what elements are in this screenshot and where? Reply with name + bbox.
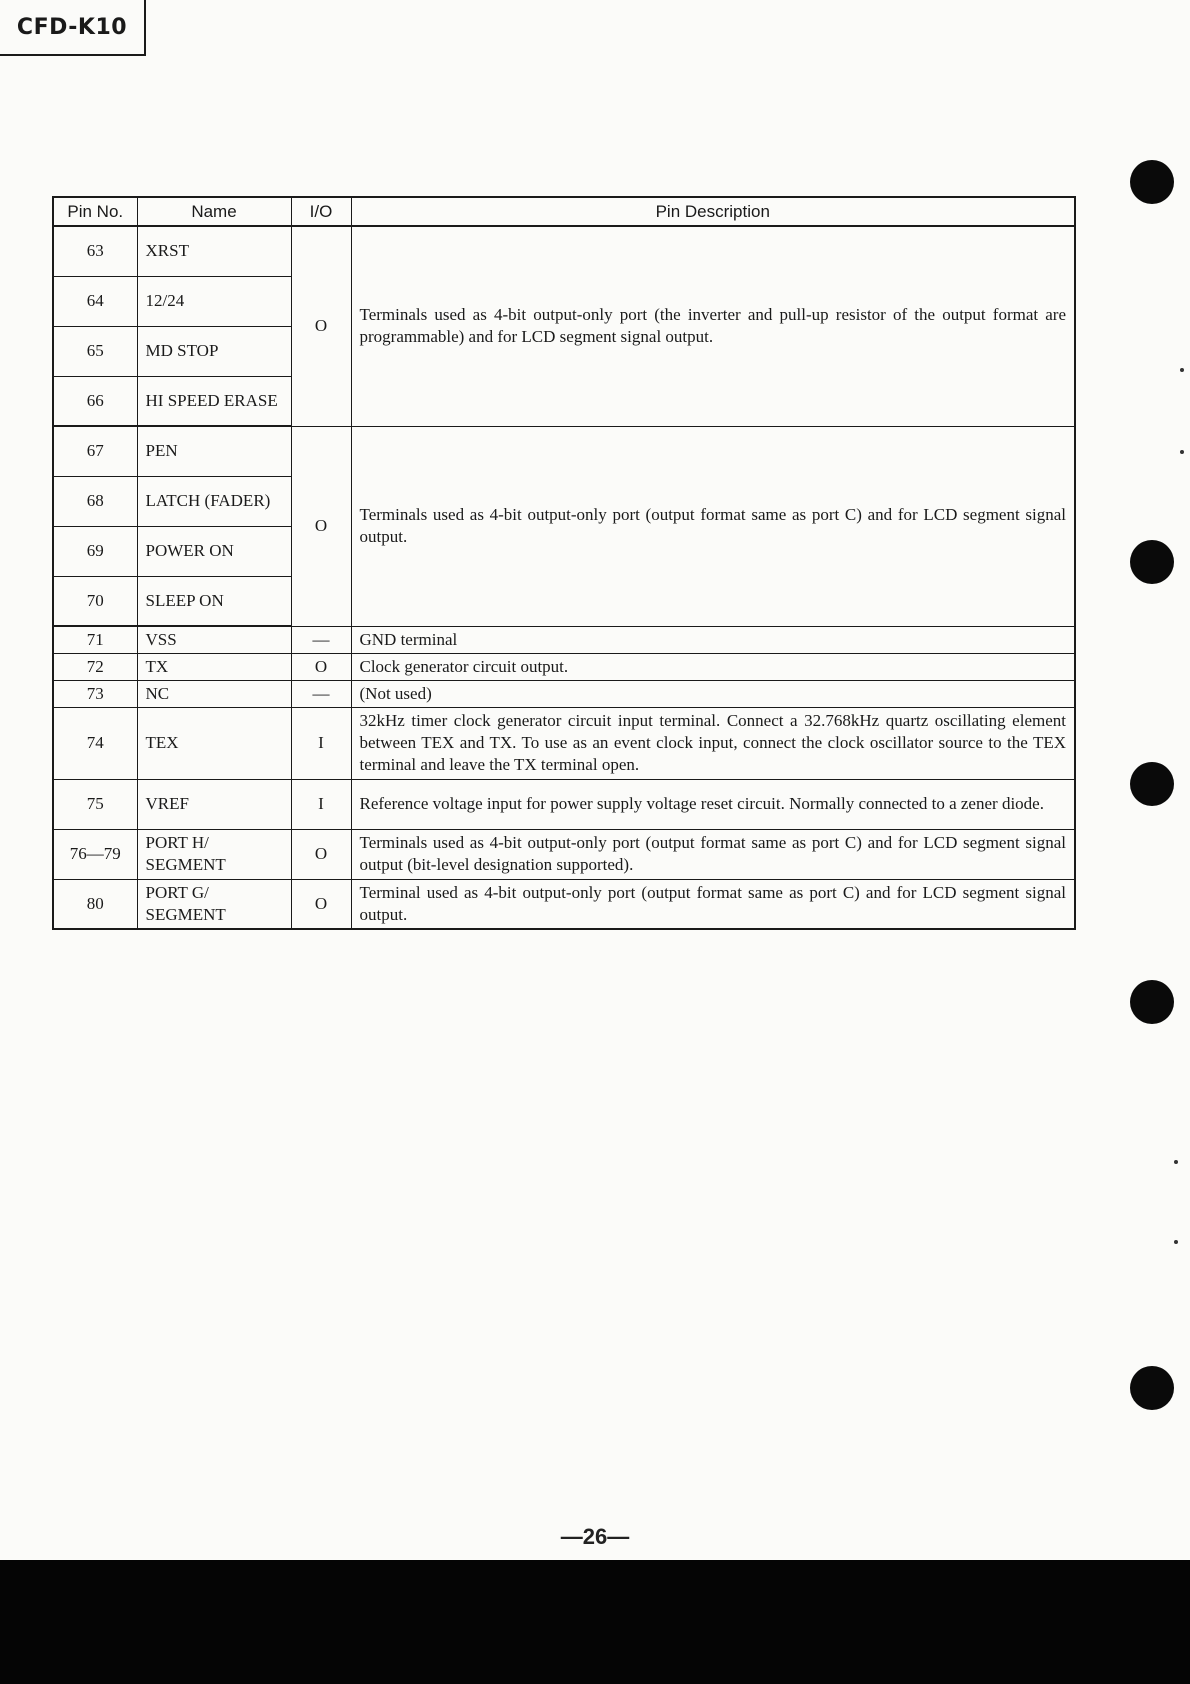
pin-name: MD STOP <box>137 326 291 376</box>
table-row <box>53 226 1075 276</box>
pin-number: 65 <box>53 326 137 376</box>
pin-name: XRST <box>137 226 291 276</box>
pin-number: 73 <box>53 680 137 707</box>
pin-io: — <box>291 680 351 707</box>
binder-hole <box>1130 1366 1174 1410</box>
model-tag: CFD-K10 <box>0 0 146 56</box>
pin-io: O <box>291 879 351 929</box>
pin-name: NC <box>137 680 291 707</box>
header-name: Name <box>137 197 291 226</box>
table-row <box>53 680 1075 707</box>
pin-number: 76—79 <box>53 829 137 879</box>
pin-io: O <box>291 426 351 626</box>
binder-hole <box>1130 160 1174 204</box>
header-io: I/O <box>291 197 351 226</box>
pin-number: 69 <box>53 526 137 576</box>
pin-name: TX <box>137 653 291 680</box>
pin-name: 12/24 <box>137 276 291 326</box>
pin-name: VSS <box>137 626 291 653</box>
pin-number: 70 <box>53 576 137 626</box>
dust-speck <box>1180 368 1184 372</box>
pin-number: 67 <box>53 426 137 476</box>
pin-io: O <box>291 226 351 426</box>
header-pin-no: Pin No. <box>53 197 137 226</box>
table-row <box>53 707 1075 779</box>
pin-number: 68 <box>53 476 137 526</box>
pin-number: 63 <box>53 226 137 276</box>
pin-description: Terminals used as 4-bit output-only port (output format same as port C) and for LCD segment signal output (bit-level designation supported). <box>351 829 1075 879</box>
pin-name: VREF <box>137 779 291 829</box>
pin-description: Terminal used as 4-bit output-only port (output format same as port C) and for LCD segment signal output. <box>351 879 1075 929</box>
header-description: Pin Description <box>351 197 1075 226</box>
pin-io: I <box>291 779 351 829</box>
table-row <box>53 653 1075 680</box>
pin-number: 72 <box>53 653 137 680</box>
pin-name: POWER ON <box>137 526 291 576</box>
binder-hole <box>1130 980 1174 1024</box>
dust-speck <box>1174 1160 1178 1164</box>
pin-name: PEN <box>137 426 291 476</box>
pin-description: Terminals used as 4-bit output-only port (the inverter and pull-up resistor of the output format are programmable) and for LCD segment signal output. <box>351 226 1075 426</box>
pin-name: PORT G/ SEGMENT <box>137 879 291 929</box>
pin-description: Reference voltage input for power supply voltage reset circuit. Normally connected to a zener diode. <box>351 779 1075 829</box>
pin-description: Clock generator circuit output. <box>351 653 1075 680</box>
pin-io: O <box>291 829 351 879</box>
pin-io: — <box>291 626 351 653</box>
pin-description-table <box>52 196 1076 930</box>
pin-number: 80 <box>53 879 137 929</box>
pin-description: GND terminal <box>351 626 1075 653</box>
table-row <box>53 879 1075 929</box>
pin-name: SLEEP ON <box>137 576 291 626</box>
binder-hole <box>1130 540 1174 584</box>
table-header-row <box>53 197 1075 226</box>
pin-number: 74 <box>53 707 137 779</box>
pin-name: PORT H/ SEGMENT <box>137 829 291 879</box>
table-row <box>53 829 1075 879</box>
pin-name: LATCH (FADER) <box>137 476 291 526</box>
scan-edge-band <box>0 1560 1190 1684</box>
pin-number: 64 <box>53 276 137 326</box>
table-row <box>53 779 1075 829</box>
dust-speck <box>1174 1240 1178 1244</box>
table-row <box>53 426 1075 476</box>
pin-number: 66 <box>53 376 137 426</box>
page-number: —26— <box>560 1524 630 1549</box>
pin-number: 75 <box>53 779 137 829</box>
dust-speck <box>1180 450 1184 454</box>
pin-description: Terminals used as 4-bit output-only port (output format same as port C) and for LCD segment signal output. <box>351 426 1075 626</box>
binder-hole <box>1130 762 1174 806</box>
pin-io: O <box>291 653 351 680</box>
table-row <box>53 626 1075 653</box>
pin-io: I <box>291 707 351 779</box>
pin-name: TEX <box>137 707 291 779</box>
pin-description: 32kHz timer clock generator circuit input terminal. Connect a 32.768kHz quartz oscillating element between TEX and TX. To use as an event clock input, connect the clock oscillator source to the TEX terminal and leave the TX terminal open. <box>351 707 1075 779</box>
pin-number: 71 <box>53 626 137 653</box>
pin-description: (Not used) <box>351 680 1075 707</box>
pin-name: HI SPEED ERASE <box>137 376 291 426</box>
